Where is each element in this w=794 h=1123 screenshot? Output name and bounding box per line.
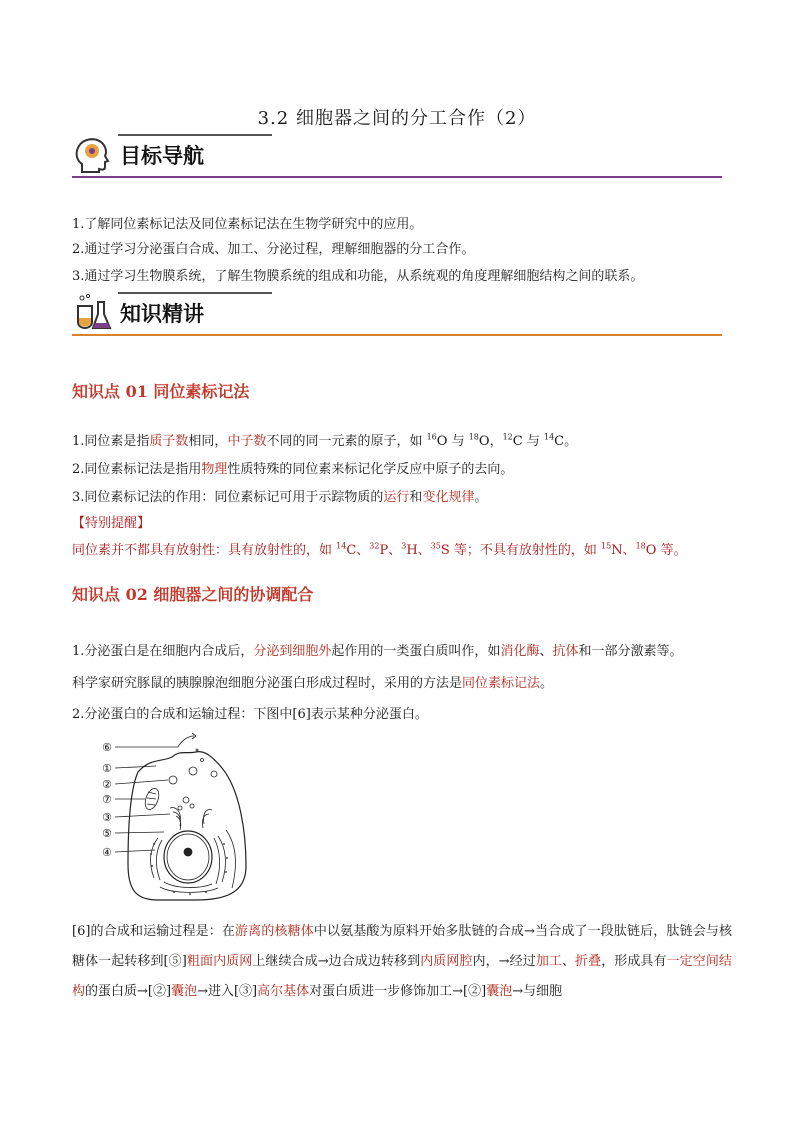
goal-item: 1.了解同位素标记法及同位素标记法在生物学研究中的应用。 [72, 217, 423, 232]
label-7: ⑦ [102, 793, 112, 806]
kp2-line2: 科学家研究豚鼠的胰腺腺泡细胞分泌蛋白形成过程时，采用的方法是同位素标记法。 [72, 676, 554, 691]
kp1-line1: 1.同位素是指质子数相同，中子数不同的同一元素的原子，如 $^{16}$O 与 $^{18}$O，$^{12}$C 与 $^{14}$C。 [72, 432, 578, 449]
goal-item: 3.通过学习生物膜系统，了解生物膜系统的组成和功能，从系统观的角度理解细胞结构之间的联系。 [72, 269, 644, 284]
section-title-knowledge: 知识精讲 [120, 302, 204, 326]
flask-icon [72, 292, 112, 336]
kp2-title: 知识点 02 细胞器之间的协调配合 [72, 585, 314, 604]
section-divider [72, 176, 722, 178]
section-divider [72, 334, 722, 336]
tip-title: 【特别提醒】 [72, 516, 151, 531]
label-1: ① [102, 762, 112, 775]
label-2: ② [102, 778, 112, 791]
label-6: ⑥ [102, 741, 112, 754]
kp2-line1: 1.分泌蛋白是在细胞内合成后，分泌到细胞外起作用的一类蛋白质叫作，如消化酶、抗体和一部分激素等。 [72, 644, 683, 659]
section-title-goal: 目标导航 [120, 144, 204, 168]
kp1-line3: 3.同位素标记法的作用：同位素标记可用于示踪物质的运行和变化规律。 [72, 490, 488, 505]
kp1-line2: 2.同位素标记法是指用物理性质特殊的同位素来标记化学反应中原子的去向。 [72, 462, 514, 477]
head-brain-icon [72, 134, 112, 178]
goal-item: 2.通过学习分泌蛋白合成、加工、分泌过程，理解细胞器的分工合作。 [72, 242, 475, 257]
label-3: ③ [102, 811, 112, 824]
label-4: ④ [102, 846, 112, 859]
header-topline [118, 134, 272, 136]
section-header-goal [72, 134, 722, 178]
tip-text: 同位素并不都具有放射性：具有放射性的，如 $^{14}$C、$^{32}$P、$^3$H、$^{35}$S 等；不具有放射性的，如 $^{15}$N、$^{18}$O 等。 [72, 541, 687, 558]
kp1-title: 知识点 01 同位素标记法 [72, 382, 250, 401]
kp2-line3: 2.分泌蛋白的合成和运输过程：下图中[6]表示某种分泌蛋白。 [72, 707, 428, 722]
label-5: ⑤ [102, 827, 112, 840]
page-title: 3.2 细胞器之间的分工合作（2） [257, 108, 537, 129]
section-header-knowledge [72, 292, 722, 336]
secretory-cell-figure [100, 732, 260, 904]
header-topline [118, 292, 272, 294]
process-paragraph: [6]的合成和运输过程是：在游离的核糖体中以氨基酸为原料开始多肽链的合成→当合成了一段肽链后，肽链会与核糖体一起转移到[⑤]粗面内质网上继续合成→边合成边转移到内质网腔内，→经过加工、折叠，形成具有一定空间结构的蛋白质→[②]囊泡→进入[③]高尔基体对蛋白质进一步修饰加工→[②]囊泡→与细胞 [72, 924, 732, 999]
